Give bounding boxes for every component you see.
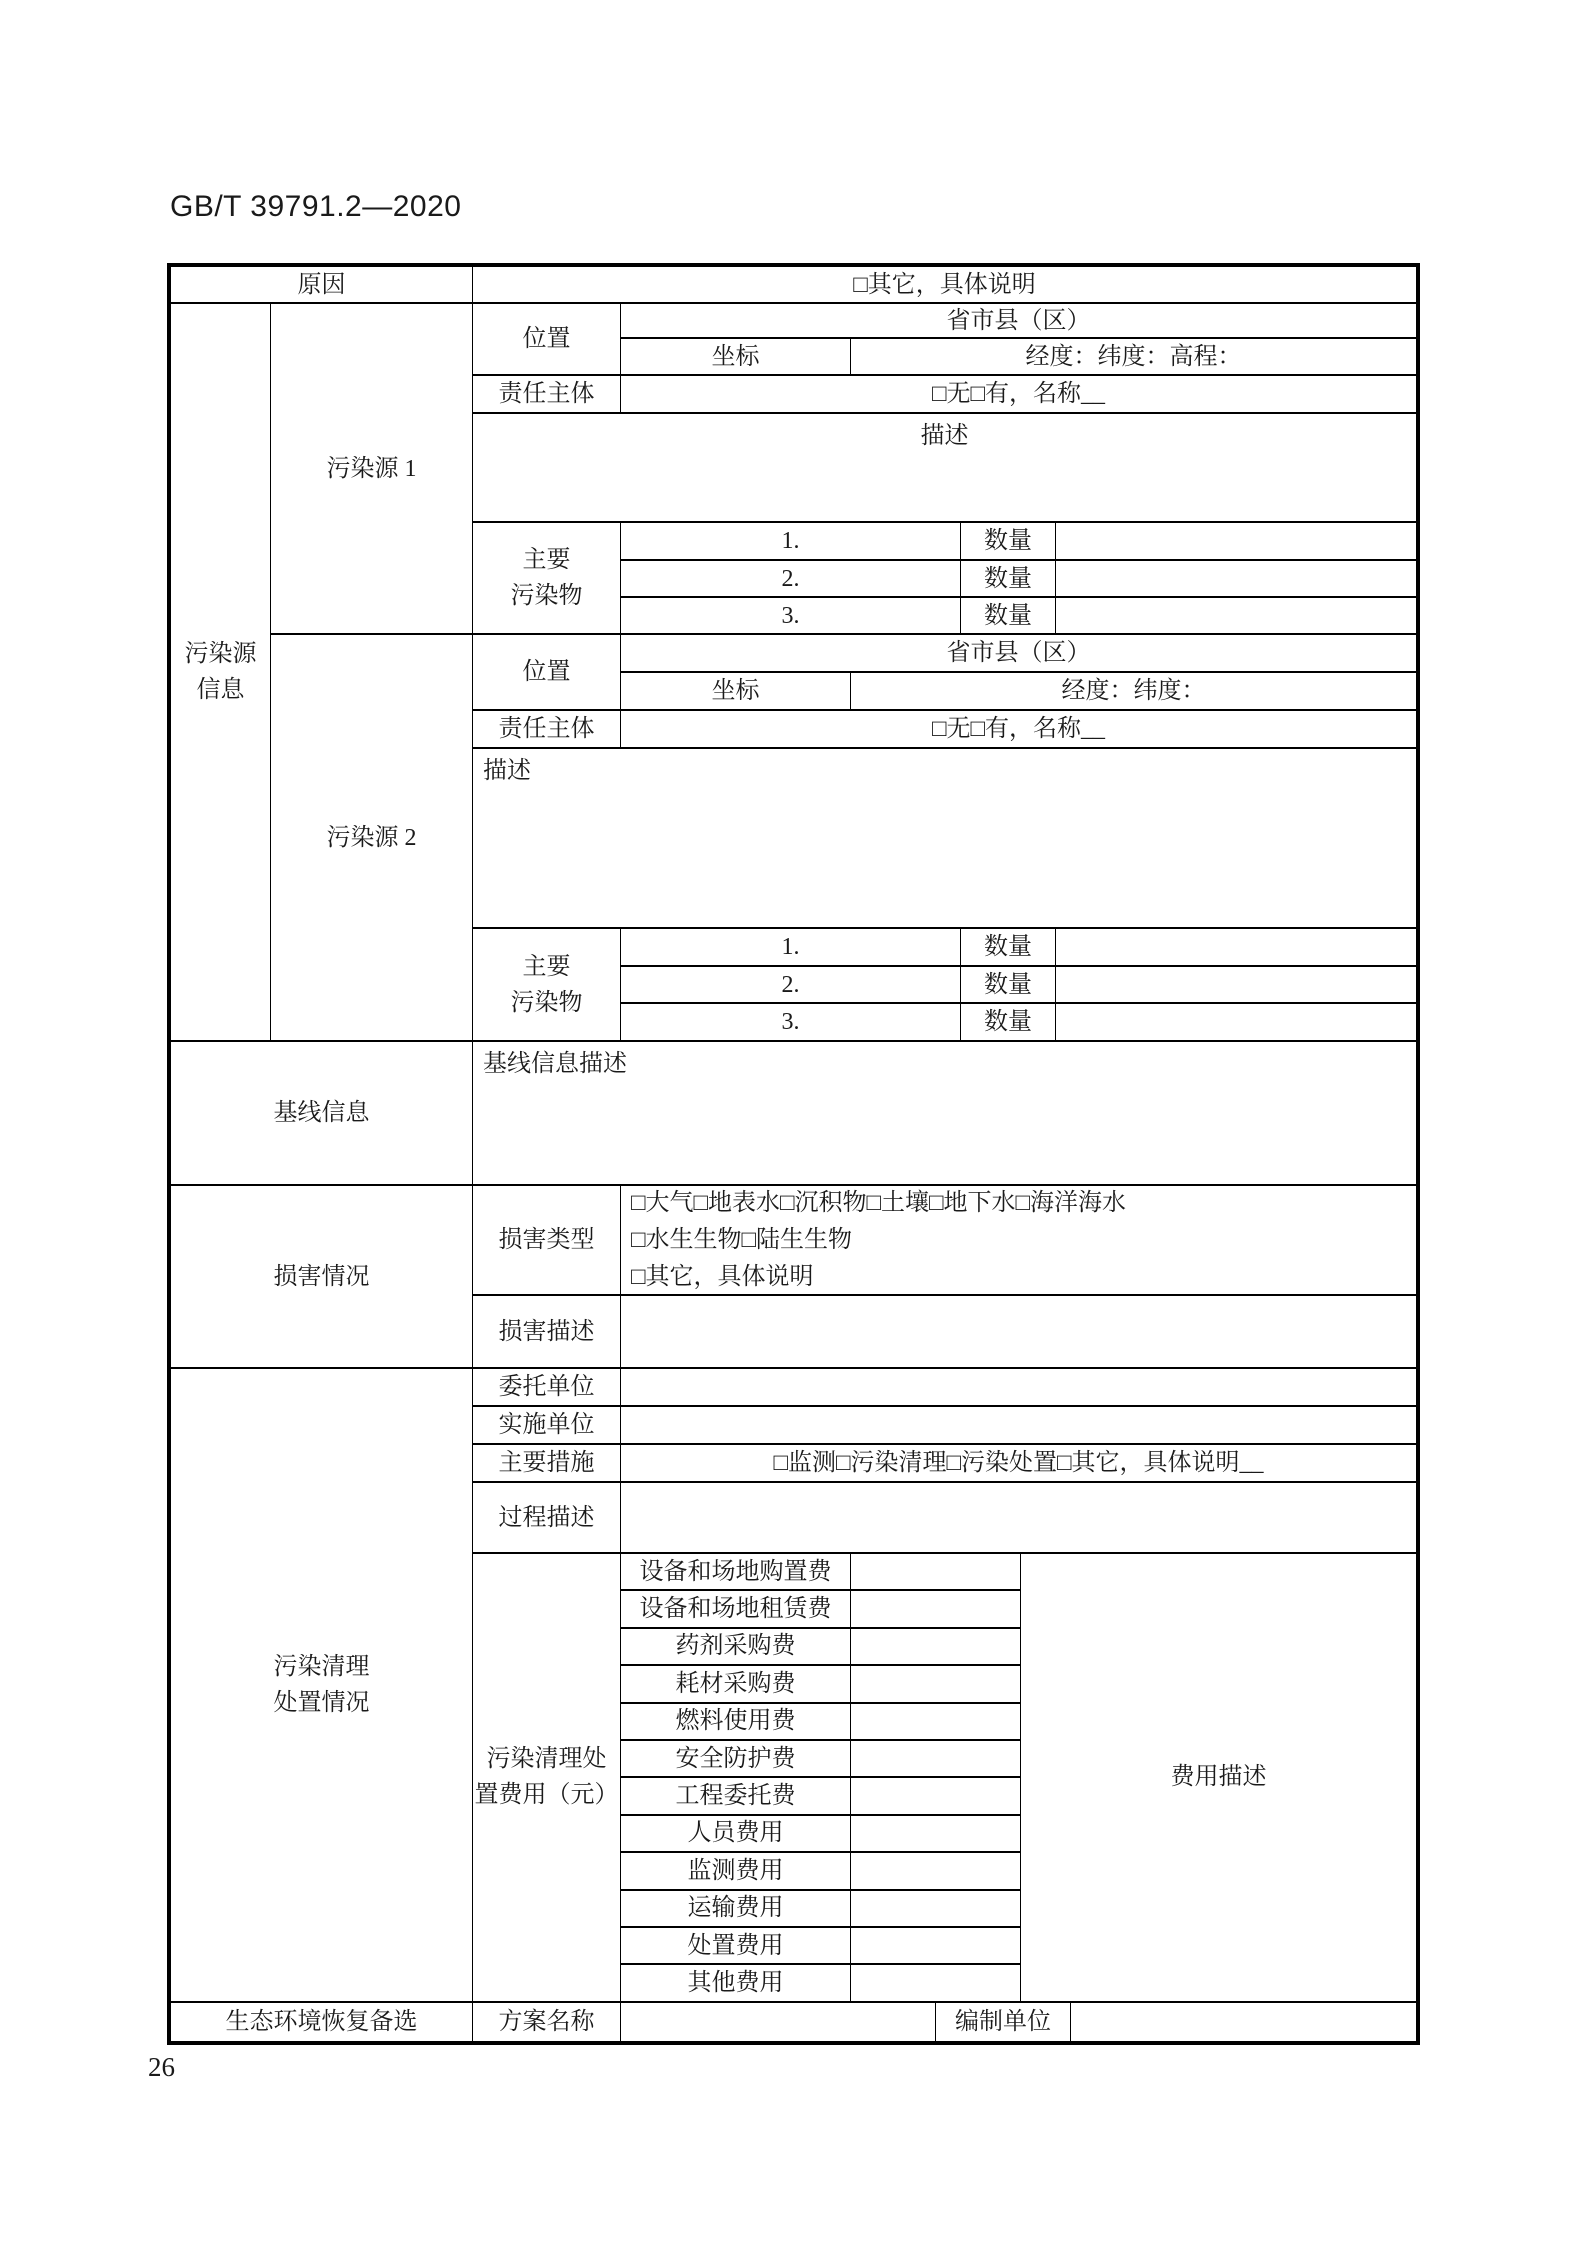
plan-name-value (621, 2003, 936, 2041)
form-table (167, 263, 1420, 2045)
source1-responsible-value: □无□有，名称__ (621, 376, 1416, 414)
source1-pollutant-qty-value (1056, 561, 1416, 598)
cleanup-label: 污染清理 处置情况 (171, 1369, 473, 2003)
process-desc-label: 过程描述 (473, 1483, 621, 1554)
measures-value: □监测□污染清理□污染处置□其它，具体说明__ (621, 1445, 1416, 1483)
source1-pollutant-qty-label: 数量 (961, 523, 1056, 561)
measures-label: 主要措施 (473, 1445, 621, 1483)
source1-pollutant-qty-label: 数量 (961, 561, 1056, 598)
fee-item-value (851, 1965, 1021, 2002)
restore-label: 生态环境恢复备选 (171, 2003, 473, 2041)
fee-item-value (851, 1591, 1021, 1628)
source1-pollutant-no: 1. (621, 523, 961, 561)
source1-pollutant-qty-label: 数量 (961, 598, 1056, 635)
source2-pollutant-no: 2. (621, 967, 961, 1004)
fee-item-label: 处置费用 (621, 1928, 851, 1965)
source2-pollutant-qty-label: 数量 (961, 967, 1056, 1004)
fee-item-value (851, 1891, 1021, 1928)
fee-item-label: 安全防护费 (621, 1741, 851, 1778)
damage-type-label: 损害类型 (473, 1186, 621, 1296)
source2-pollutant-qty-value (1056, 929, 1416, 967)
source1-pollutants-label: 主要 污染物 (473, 523, 621, 635)
fee-item-value (851, 1741, 1021, 1778)
source2-pollutant-qty-label: 数量 (961, 1004, 1056, 1042)
entrust-unit-value (621, 1369, 1416, 1407)
fee-item-label: 监测费用 (621, 1853, 851, 1890)
baseline-desc-cell: 基线信息描述 (473, 1042, 1416, 1186)
source2-pollutant-qty-value (1056, 1004, 1416, 1042)
baseline-label: 基线信息 (171, 1042, 473, 1186)
fee-item-value (851, 1853, 1021, 1890)
implement-unit-label: 实施单位 (473, 1407, 621, 1445)
damage-type-line: □大气□地表水□沉积物□土壤□地下水□海洋海水 (631, 1189, 1126, 1216)
source2-responsible-label: 责任主体 (473, 711, 621, 749)
damage-desc-label: 损害描述 (473, 1296, 621, 1369)
fee-item-value (851, 1928, 1021, 1965)
fee-item-label: 药剂采购费 (621, 1629, 851, 1666)
fee-item-value (851, 1629, 1021, 1666)
damage-type-line: □水生生物□陆生生物 (631, 1226, 852, 1253)
source2-region: 省市县（区） (621, 635, 1416, 673)
damage-type-options (621, 1186, 1416, 1296)
source1-pollutant-qty-value (1056, 523, 1416, 561)
source1-coord-label: 坐标 (621, 339, 851, 376)
source2-location-label: 位置 (473, 635, 621, 711)
source2-pollutant-no: 3. (621, 1004, 961, 1042)
source1-coord-value: 经度：纬度：高程： (851, 339, 1416, 376)
fee-item-label: 其他费用 (621, 1965, 851, 2002)
entrust-unit-label: 委托单位 (473, 1369, 621, 1407)
source2-coord-label: 坐标 (621, 673, 851, 711)
source1-responsible-label: 责任主体 (473, 376, 621, 414)
fee-item-value (851, 1666, 1021, 1703)
fee-item-label: 工程委托费 (621, 1778, 851, 1815)
fee-item-label: 设备和场地租赁费 (621, 1591, 851, 1628)
source1-pollutant-qty-value (1056, 598, 1416, 635)
fee-item-label: 耗材采购费 (621, 1666, 851, 1703)
source2-coord-value: 经度：纬度： (851, 673, 1416, 711)
source2-name: 污染源 2 (271, 635, 473, 1042)
source1-name: 污染源 1 (271, 304, 473, 635)
source1-description-cell: 描述 (473, 414, 1416, 523)
damage-type-line: □其它，具体说明 (631, 1263, 814, 1290)
page-number: 26 (148, 2052, 175, 2082)
fee-item-value (851, 1816, 1021, 1853)
source2-description-cell: 描述 (473, 749, 1416, 929)
implement-unit-value (621, 1407, 1416, 1445)
fee-item-label: 燃料使用费 (621, 1704, 851, 1741)
doc-code: GB/T 39791.2—2020 (170, 190, 462, 223)
damage-label: 损害情况 (171, 1186, 473, 1369)
cost-desc-label: 费用描述 (1021, 1554, 1416, 2003)
fee-item-label: 运输费用 (621, 1891, 851, 1928)
plan-name-label: 方案名称 (473, 2003, 621, 2041)
fee-item-value (851, 1554, 1021, 1591)
source1-pollutant-no: 3. (621, 598, 961, 635)
fee-item-label: 设备和场地购置费 (621, 1554, 851, 1591)
fee-item-label: 人员费用 (621, 1816, 851, 1853)
fee-item-value (851, 1778, 1021, 1815)
source-info-label: 污染源 信息 (171, 304, 271, 1042)
source2-pollutant-qty-label: 数量 (961, 929, 1056, 967)
cost-label: 污染清理处 置费用（元） (473, 1554, 621, 2003)
cause-value: □其它，具体说明 (473, 267, 1416, 304)
compile-unit-label: 编制单位 (936, 2003, 1071, 2041)
source2-pollutant-qty-value (1056, 967, 1416, 1004)
source1-region: 省市县（区） (621, 304, 1416, 339)
source1-pollutant-no: 2. (621, 561, 961, 598)
source2-responsible-value: □无□有，名称__ (621, 711, 1416, 749)
process-desc-value (621, 1483, 1416, 1554)
cause-label: 原因 (171, 267, 473, 304)
source1-location-label: 位置 (473, 304, 621, 376)
source2-pollutant-no: 1. (621, 929, 961, 967)
compile-unit-value (1071, 2003, 1416, 2041)
source2-pollutants-label: 主要 污染物 (473, 929, 621, 1042)
fee-item-value (851, 1704, 1021, 1741)
damage-desc-value (621, 1296, 1416, 1369)
